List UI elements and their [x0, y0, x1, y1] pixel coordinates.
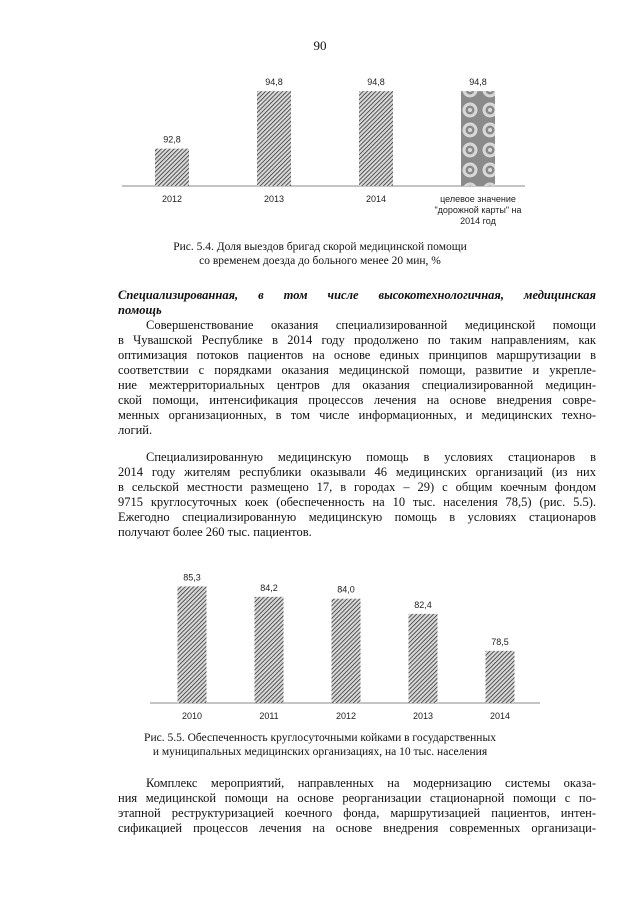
bar [461, 91, 495, 186]
category-label: 2014 год [460, 216, 496, 226]
bar [332, 599, 361, 703]
text-line: получают более 260 тыс. пациентов. [118, 525, 312, 539]
value-label: 84,0 [337, 584, 355, 595]
bar [486, 651, 515, 703]
chart-fig-5-4 [0, 0, 640, 240]
text-line: ской помощи, интенсификация процессов лечения на основе внедрения совре- [118, 393, 596, 407]
text-line: ние межтерриториальных центров для оказания специализированной медицин- [118, 378, 596, 392]
heading-line: Специализированная, в том числе высокотехнологичная, медицинская [118, 288, 596, 302]
category-label: 2013 [412, 711, 434, 721]
bar [155, 149, 189, 186]
value-label: 94,8 [265, 77, 283, 88]
caption-line: и муниципальных медицинских организациях, на 10 тыс. населения [152, 746, 488, 758]
text-line: оптимизация потоков пациентов на основе единых принципов маршрутизации в [118, 348, 596, 362]
text-line: этапной реструктуризацией коечного фонда, маршрутизацией пациентов, интен- [118, 806, 596, 820]
bar [178, 586, 207, 703]
page-number: 90 [313, 38, 327, 53]
chart-fig-5-5 [0, 555, 640, 725]
category-label: 2014 [489, 711, 511, 721]
text-line: Совершенствование оказания специализированной медицинской помощи [146, 318, 596, 332]
bar [409, 614, 438, 703]
category-label: 2013 [263, 194, 285, 204]
value-label: 84,2 [260, 582, 278, 593]
text-line: соответствии с порядками оказания медицинской помощи, развитие и укрепле- [118, 363, 596, 377]
caption-fig-5-5 [110, 731, 530, 759]
value-label: 94,8 [367, 77, 385, 88]
heading-line: помощь [118, 303, 162, 317]
value-label: 78,5 [491, 636, 509, 647]
category-label: 2010 [181, 711, 203, 721]
caption-line: Рис. 5.4. Доля выездов бригад скорой медицинской помощи [173, 241, 467, 253]
value-label: 82,4 [414, 599, 432, 610]
caption-line: со временем доезда до больного менее 20 мин, % [199, 255, 441, 267]
text-line: менных организационных, в том числе информационных, и медицинских техно- [118, 408, 596, 422]
section-heading [118, 288, 596, 318]
value-label: 85,3 [183, 572, 201, 583]
text-line: в Чувашской Республике в 2014 году продолжено по таким направлениям, как [118, 333, 596, 347]
bar [257, 91, 291, 186]
text-line: в сельской местности размещено 17, в городах – 29) с общим коечным фондом [118, 480, 596, 494]
category-label: 2012 [161, 194, 183, 204]
paragraph-1 [118, 318, 596, 438]
category-label: "дорожной карты" на [434, 205, 522, 215]
text-line: Ежегодно специализированную медицинскую помощь в условиях стационаров [118, 510, 596, 524]
text-line: логий. [118, 423, 153, 437]
bar [255, 597, 284, 703]
caption-fig-5-4 [120, 240, 520, 268]
value-label: 94,8 [469, 77, 487, 88]
paragraph-2 [118, 450, 596, 540]
text-line: сификацией процессов лечения на основе внедрения современных организаци- [118, 821, 596, 835]
caption-line: Рис. 5.5. Обеспеченность круглосуточными койками в государственных [144, 732, 496, 744]
text-line: Специализированную медицинскую помощь в условиях стационаров в [146, 450, 596, 464]
category-label: 2014 [365, 194, 387, 204]
paragraph-3 [118, 776, 596, 836]
category-label: целевое значение [440, 194, 516, 204]
value-label: 92,8 [163, 134, 181, 145]
category-label: 2011 [259, 711, 279, 721]
text-line: ния медицинской помощи на основе реорганизации стационарной помощи с по- [118, 791, 596, 805]
text-line: 9715 круглосуточных коек (обеспеченность на 10 тыс. населения 78,5) (рис. 5.5). [118, 495, 596, 509]
category-label: 2012 [335, 711, 357, 721]
text-line: 2014 году жителям республики оказывали 46 медицинских организаций (из них [118, 465, 596, 479]
bar [359, 91, 393, 186]
text-line: Комплекс мероприятий, направленных на модернизацию системы оказа- [146, 776, 596, 790]
